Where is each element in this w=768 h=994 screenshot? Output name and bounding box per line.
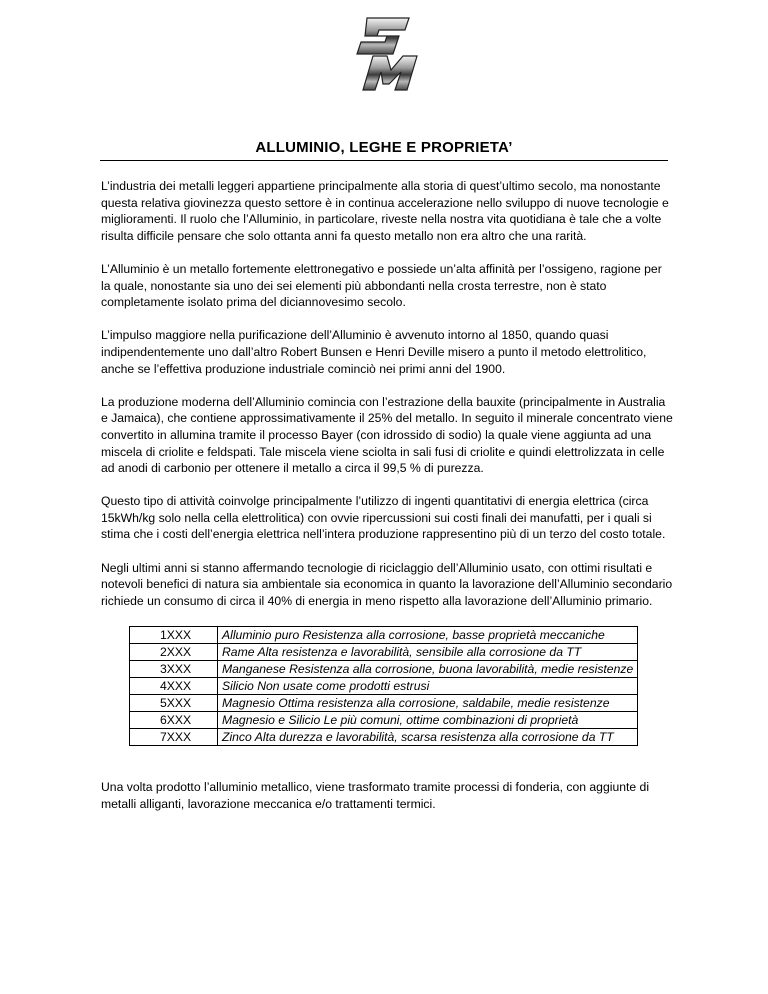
page-title: ALLUMINIO, LEGHE E PROPRIETA’ — [255, 139, 513, 156]
alloy-description: Silicio Non usate come prodotti estrusi — [218, 678, 638, 695]
paragraph: Negli ultimi anni si stanno affermando tecnologie di riciclaggio dell’Alluminio usato, con ottimi risultati e notevoli benefici di natura sia ambientale sia economica in quanto la lavorazione dell’Alluminio secondario richiede un consumo di circa il 40% di energia in meno rispetto alla lavorazione dell’Alluminio primario. — [101, 560, 673, 608]
paragraph: L’Alluminio è un metallo fortemente elettronegativo e possiede un’alta affinità per l’ossigeno, ragione per la quale, nonostante sia uno dei sei elementi più abbondanti nella crosta terrestre, non è stato completamente isolato prima del diciannovesimo secolo. — [101, 261, 662, 310]
paragraph: La produzione moderna dell’Alluminio comincia con l’estrazione della bauxite (principalmente in Australia e Jamaica), che contiene approssimativamente il 25% del metallo. In seguito il minerale concentrato viene convertito in allumina tramite il processo Bayer (con idrossido di sodio) la quale viene aggiunta ad una miscela di criolite e feldspati. Tale miscela viene sciolta in sali fusi di criolite e quindi elettrolizzata in celle ad anodi di carbonio per ottenere il metallo a circa il 99,5 % di purezza. — [101, 394, 673, 476]
alloy-code: 7XXX — [130, 729, 218, 746]
sm-logo-icon — [353, 14, 423, 92]
table-row — [130, 695, 638, 712]
paragraph: L’impulso maggiore nella purificazione dell’Alluminio è avvenuto intorno al 1850, quando quasi indipendentemente uno dall’altro Robert Bunsen e Henri Deville misero a punto il metodo elettrolitico, anche se l’effettiva produzione industriale cominciò nei primi anni del 1900. — [101, 328, 647, 376]
alloy-description: Manganese Resistenza alla corrosione, buona lavorabilità, medie resistenze — [218, 661, 638, 678]
page-title-container — [100, 138, 668, 161]
document-body — [101, 178, 673, 746]
table-row — [130, 712, 638, 729]
alloy-code: 2XXX — [130, 644, 218, 661]
alloy-code: 3XXX — [130, 661, 218, 678]
alloy-code: 6XXX — [130, 712, 218, 729]
table-row — [130, 644, 638, 661]
table-row — [130, 729, 638, 746]
alloy-series-table — [129, 626, 638, 746]
table-row — [130, 661, 638, 678]
alloy-code: 4XXX — [130, 678, 218, 695]
paragraph: L’industria dei metalli leggeri appartiene principalmente alla storia di quest’ultimo secolo, ma nonostante questa relativa giovinezza questo settore è in continua accelerazione nello sviluppo di nuove tecnologie e miglioramenti. Il ruolo che l’Alluminio, in particolare, riveste nella nostra vita quotidiana è tale che a volte risulta difficile pensare che solo ottanta anni fa questo metallo non era altro che una rarità. — [101, 179, 669, 243]
table-row — [130, 627, 638, 644]
table-row — [130, 678, 638, 695]
alloy-description: Alluminio puro Resistenza alla corrosione, basse proprietà meccaniche — [218, 627, 638, 644]
alloy-code: 5XXX — [130, 695, 218, 712]
alloy-description: Magnesio Ottima resistenza alla corrosione, saldabile, medie resistenze — [218, 695, 638, 712]
alloy-description: Rame Alta resistenza e lavorabilità, sensibile alla corrosione da TT — [218, 644, 638, 661]
alloy-description: Zinco Alta durezza e lavorabilità, scarsa resistenza alla corrosione da TT — [218, 729, 638, 746]
paragraph: Questo tipo di attività coinvolge principalmente l’utilizzo di ingenti quantitativi di energia elettrica (circa 15kWh/kg solo nella cella elettrolitica) con ovvie ripercussioni sui costi finali dei manufatti, per i quali si stima che i costi dell’energia elettrica nell’intera produzione rappresentino più di un terzo del costo totale. — [101, 494, 666, 542]
closing-paragraph: Una volta prodotto l’alluminio metallico, viene trasformato tramite processi di fonderia, con aggiunte di metalli alliganti, lavorazione meccanica e/o trattamenti termici. — [101, 780, 650, 811]
alloy-description: Magnesio e Silicio Le più comuni, ottime combinazioni di proprietà — [218, 712, 638, 729]
alloy-code: 1XXX — [130, 627, 218, 644]
